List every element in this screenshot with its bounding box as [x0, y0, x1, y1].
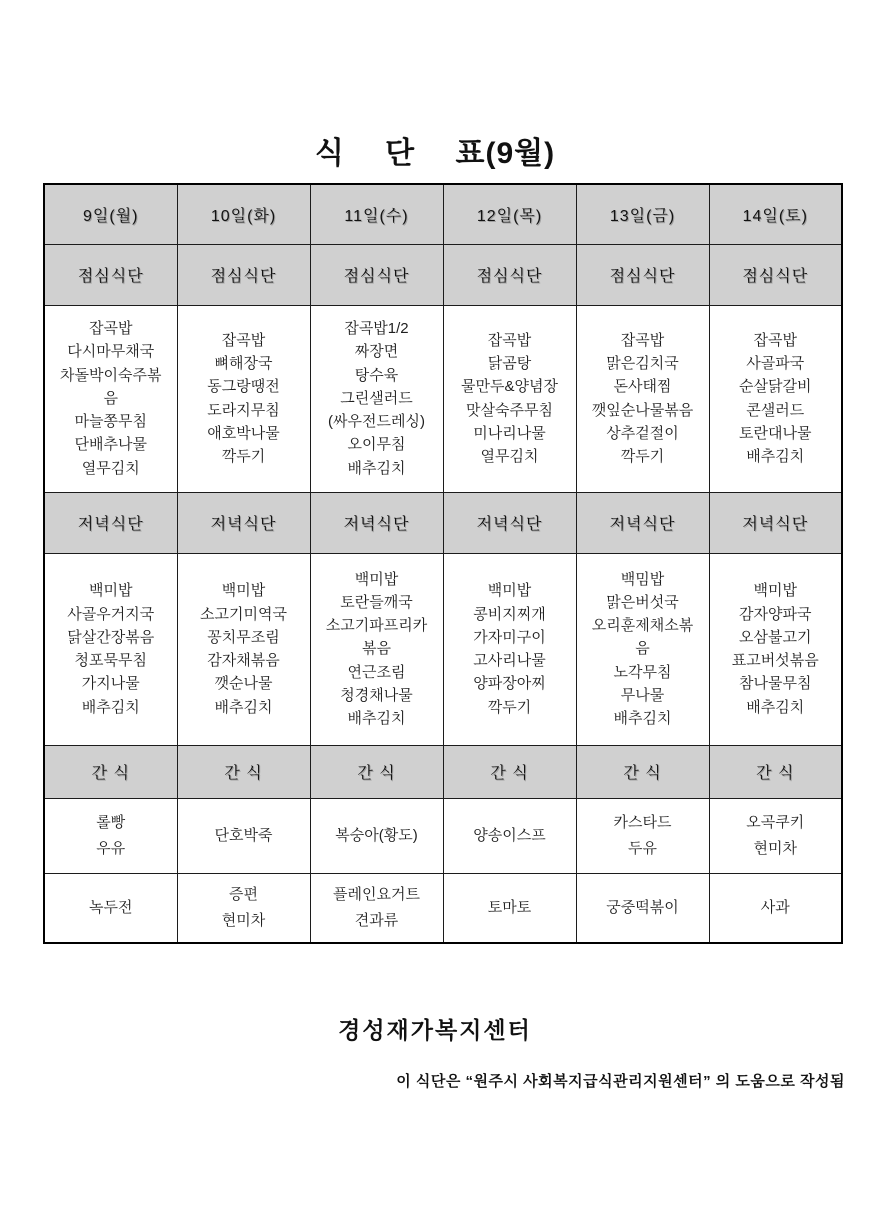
snack-item: 증편 현미차	[177, 873, 310, 943]
lunch-label: 점심식단	[443, 244, 576, 305]
lunch-menu: 잡곡밥 닭곰탕 물만두&양념장 맛살숙주무침 미나리나물 열무김치	[443, 305, 576, 492]
snack-label: 간 식	[310, 745, 443, 798]
snack-item: 플레인요거트 견과류	[310, 873, 443, 943]
day-header-row	[44, 184, 842, 244]
lunch-label-row	[44, 244, 842, 305]
lunch-label: 점심식단	[576, 244, 709, 305]
day-header: 9일(월)	[44, 184, 177, 244]
dinner-menu: 백미밥 감자양파국 오삼불고기 표고버섯볶음 참나물무침 배추김치	[709, 553, 842, 745]
snack-item: 롤빵 우유	[44, 798, 177, 873]
page-title: 식 단 표(9월)	[314, 137, 556, 170]
snack-item: 오곡쿠키 현미차	[709, 798, 842, 873]
snack-row-1	[44, 798, 842, 873]
lunch-label: 점심식단	[44, 244, 177, 305]
snack-item: 궁중떡볶이	[576, 873, 709, 943]
lunch-menu: 잡곡밥1/2 짜장면 탕수육 그린샐러드 (싸우전드레싱) 오이무침 배추김치	[310, 305, 443, 492]
day-header: 12일(목)	[443, 184, 576, 244]
meal-plan-table	[43, 183, 843, 944]
lunch-menu: 잡곡밥 맑은김치국 돈사태찜 깻잎순나물볶음 상추겉절이 깍두기	[576, 305, 709, 492]
snack-item: 토마토	[443, 873, 576, 943]
snack-label: 간 식	[709, 745, 842, 798]
snack-item: 양송이스프	[443, 798, 576, 873]
day-header: 14일(토)	[709, 184, 842, 244]
lunch-menu-row	[44, 305, 842, 492]
dinner-menu: 백미밥 콩비지찌개 가자미구이 고사리나물 양파장아찌 깍두기	[443, 553, 576, 745]
snack-item: 녹두전	[44, 873, 177, 943]
dinner-menu: 백미밥 소고기미역국 꽁치무조림 감자채볶음 깻순나물 배추김치	[177, 553, 310, 745]
snack-label-row	[44, 745, 842, 798]
snack-row-2	[44, 873, 842, 943]
lunch-menu: 잡곡밥 다시마무채국 차돌박이숙주볶음 마늘쫑무침 단배추나물 열무김치	[44, 305, 177, 492]
lunch-label: 점심식단	[177, 244, 310, 305]
dinner-label: 저녁식단	[443, 492, 576, 553]
snack-label: 간 식	[443, 745, 576, 798]
snack-item: 카스타드 두유	[576, 798, 709, 873]
organization-name: 경성재가복지센터	[338, 1017, 532, 1043]
lunch-menu: 잡곡밥 뼈해장국 동그랑땡전 도라지무침 애호박나물 깍두기	[177, 305, 310, 492]
dinner-menu: 백미밥 토란들깨국 소고기파프리카볶음 연근조림 청경채나물 배추김치	[310, 553, 443, 745]
dinner-menu-row	[44, 553, 842, 745]
snack-item: 단호박죽	[177, 798, 310, 873]
dinner-label: 저녁식단	[310, 492, 443, 553]
snack-item: 복숭아(황도)	[310, 798, 443, 873]
dinner-menu: 백미밥 사골우거지국 닭살간장볶음 청포묵무침 가지나물 배추김치	[44, 553, 177, 745]
day-header: 10일(화)	[177, 184, 310, 244]
lunch-label: 점심식단	[709, 244, 842, 305]
snack-label: 간 식	[576, 745, 709, 798]
lunch-label: 점심식단	[310, 244, 443, 305]
dinner-label-row	[44, 492, 842, 553]
day-header: 13일(금)	[576, 184, 709, 244]
attribution-note: 이 식단은 “원주시 사회복지급식관리지원센터” 의 도움으로 작성됨	[396, 1073, 845, 1090]
lunch-menu: 잡곡밥 사골파국 순살닭갈비 콘샐러드 토란대나물 배추김치	[709, 305, 842, 492]
snack-label: 간 식	[177, 745, 310, 798]
dinner-menu: 백밈밥 맑은버섯국 오리훈제채소볶음 노각무침 무나물 배추김치	[576, 553, 709, 745]
day-header: 11일(수)	[310, 184, 443, 244]
dinner-label: 저녁식단	[709, 492, 842, 553]
dinner-label: 저녁식단	[177, 492, 310, 553]
dinner-label: 저녁식단	[44, 492, 177, 553]
snack-label: 간 식	[44, 745, 177, 798]
dinner-label: 저녁식단	[576, 492, 709, 553]
snack-item: 사과	[709, 873, 842, 943]
